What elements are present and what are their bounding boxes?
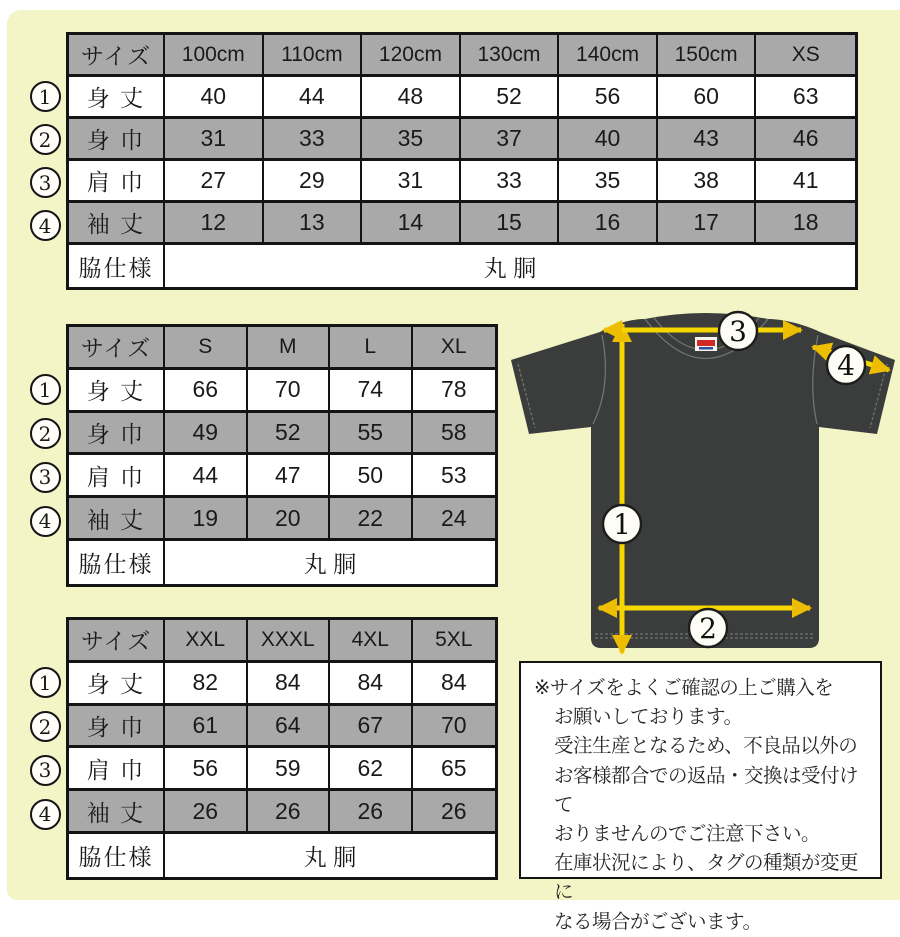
size-column-header: XS — [756, 35, 855, 77]
row-number-badge: 4 — [30, 506, 61, 537]
measurement-badge-length — [603, 505, 641, 543]
note-line: なる場合がございます。 — [554, 910, 762, 933]
size-value-cell: 22 — [330, 498, 413, 541]
size-value-cell: 84 — [413, 663, 496, 706]
size-value-cell: 40 — [165, 77, 264, 119]
size-value-cell: 35 — [559, 161, 658, 203]
note-line: お願いしております。 — [554, 706, 743, 729]
row-number-badge: 3 — [30, 755, 61, 786]
size-value-cell: 33 — [264, 119, 363, 161]
size-value-cell: 18 — [756, 203, 855, 245]
row-number-badge: 1 — [30, 374, 61, 405]
size-header-cell: サイズ — [69, 35, 165, 77]
size-value-cell: 52 — [248, 413, 331, 456]
row-label: 身 巾 — [69, 119, 165, 161]
size-value-cell: 33 — [461, 161, 560, 203]
size-column-header: XXL — [165, 620, 248, 663]
svg-text:4: 4 — [837, 349, 855, 382]
row-number-badges — [24, 324, 66, 587]
size-column-header: 100cm — [165, 35, 264, 77]
row-number-badge: 2 — [30, 124, 61, 155]
size-value-cell: 26 — [248, 791, 331, 834]
note-line: 受注生産となるため、不良品以外の — [554, 735, 858, 758]
size-value-cell: 44 — [264, 77, 363, 119]
size-column-header: L — [330, 327, 413, 370]
measurement-badge-width — [689, 609, 727, 647]
row-number-badge: 4 — [30, 210, 61, 241]
size-column-header: 5XL — [413, 620, 496, 663]
measurement-badge-shoulder — [719, 312, 757, 350]
footer-label: 脇仕様 — [69, 245, 165, 287]
size-value-cell: 12 — [165, 203, 264, 245]
footer-label: 脇仕様 — [69, 541, 165, 584]
size-value-cell: 27 — [165, 161, 264, 203]
size-value-cell: 52 — [461, 77, 560, 119]
size-value-cell: 58 — [413, 413, 496, 456]
size-value-cell: 55 — [330, 413, 413, 456]
size-value-cell: 56 — [165, 748, 248, 791]
svg-text:1: 1 — [613, 508, 631, 541]
size-value-cell: 26 — [413, 791, 496, 834]
row-label: 袖 丈 — [69, 791, 165, 834]
row-number-badge: 1 — [30, 667, 61, 698]
note-line: お客様都合での返品・交換は受付けて — [554, 764, 859, 816]
size-value-cell: 67 — [330, 706, 413, 749]
size-value-cell: 70 — [248, 370, 331, 413]
size-value-cell: 59 — [248, 748, 331, 791]
size-value-cell: 15 — [461, 203, 560, 245]
size-value-cell: 17 — [658, 203, 757, 245]
purchase-note — [519, 661, 882, 933]
size-value-cell: 70 — [413, 706, 496, 749]
row-label: 身 丈 — [69, 663, 165, 706]
neck-tag — [695, 337, 717, 351]
size-value-cell: 31 — [362, 161, 461, 203]
adult-size-table-section — [24, 324, 498, 587]
size-value-cell: 56 — [559, 77, 658, 119]
size-value-cell: 19 — [165, 498, 248, 541]
size-value-cell: 53 — [413, 455, 496, 498]
size-column-header: M — [248, 327, 331, 370]
footer-value: 丸 胴 — [165, 245, 855, 287]
row-number-badge: 4 — [30, 799, 61, 830]
size-value-cell: 29 — [264, 161, 363, 203]
big-size-table — [66, 617, 498, 880]
row-label: 肩 巾 — [69, 748, 165, 791]
row-number-badges — [24, 617, 66, 880]
size-value-cell: 63 — [756, 77, 855, 119]
row-number-badge: 3 — [30, 462, 61, 493]
row-number-badges — [24, 32, 66, 290]
row-number-badge: 1 — [30, 81, 61, 112]
size-value-cell: 78 — [413, 370, 496, 413]
size-value-cell: 84 — [248, 663, 331, 706]
row-label: 袖 丈 — [69, 203, 165, 245]
svg-text:3: 3 — [729, 315, 747, 348]
t-shirt-measurement-diagram — [505, 310, 900, 660]
size-value-cell: 14 — [362, 203, 461, 245]
size-value-cell: 40 — [559, 119, 658, 161]
row-number-badge: 2 — [30, 418, 61, 449]
size-header-cell: サイズ — [69, 327, 165, 370]
note-line: 在庫状況により、タグの種類が変更に — [554, 852, 859, 904]
size-value-cell: 38 — [658, 161, 757, 203]
size-column-header: 4XL — [330, 620, 413, 663]
size-column-header: 150cm — [658, 35, 757, 77]
row-number-badge: 2 — [30, 711, 61, 742]
note-line: おりませんのでご注意下さい。 — [554, 823, 821, 846]
size-column-header: XXXL — [248, 620, 331, 663]
row-label: 肩 巾 — [69, 161, 165, 203]
size-value-cell: 49 — [165, 413, 248, 456]
size-value-cell: 26 — [330, 791, 413, 834]
size-value-cell: 50 — [330, 455, 413, 498]
size-column-header: XL — [413, 327, 496, 370]
size-value-cell: 20 — [248, 498, 331, 541]
row-label: 身 巾 — [69, 706, 165, 749]
size-value-cell: 24 — [413, 498, 496, 541]
row-label: 身 丈 — [69, 77, 165, 119]
size-value-cell: 44 — [165, 455, 248, 498]
size-value-cell: 48 — [362, 77, 461, 119]
size-column-header: 110cm — [264, 35, 363, 77]
footer-value: 丸 胴 — [165, 834, 495, 877]
size-column-header: 130cm — [461, 35, 560, 77]
big-size-table-section — [24, 617, 498, 880]
size-value-cell: 37 — [461, 119, 560, 161]
size-value-cell: 43 — [658, 119, 757, 161]
size-value-cell: 66 — [165, 370, 248, 413]
adult-size-table — [66, 324, 498, 587]
size-value-cell: 31 — [165, 119, 264, 161]
row-label: 袖 丈 — [69, 498, 165, 541]
footer-label: 脇仕様 — [69, 834, 165, 877]
kids-size-table-section — [24, 32, 858, 290]
size-value-cell: 62 — [330, 748, 413, 791]
size-value-cell: 84 — [330, 663, 413, 706]
row-label: 身 丈 — [69, 370, 165, 413]
note-line: ※サイズをよくご確認の上ご購入を — [534, 677, 834, 699]
size-value-cell: 26 — [165, 791, 248, 834]
size-value-cell: 46 — [756, 119, 855, 161]
size-column-header: S — [165, 327, 248, 370]
size-value-cell: 65 — [413, 748, 496, 791]
svg-text:2: 2 — [699, 612, 717, 645]
size-value-cell: 74 — [330, 370, 413, 413]
measurement-badge-sleeve — [827, 346, 865, 384]
size-value-cell: 16 — [559, 203, 658, 245]
row-number-badge: 3 — [30, 167, 61, 198]
row-label: 肩 巾 — [69, 455, 165, 498]
size-value-cell: 61 — [165, 706, 248, 749]
size-value-cell: 47 — [248, 455, 331, 498]
footer-value: 丸 胴 — [165, 541, 495, 584]
size-column-header: 140cm — [559, 35, 658, 77]
size-header-cell: サイズ — [69, 620, 165, 663]
size-value-cell: 64 — [248, 706, 331, 749]
size-value-cell: 13 — [264, 203, 363, 245]
kids-size-table — [66, 32, 858, 290]
row-label: 身 巾 — [69, 413, 165, 456]
size-value-cell: 41 — [756, 161, 855, 203]
size-value-cell: 60 — [658, 77, 757, 119]
size-column-header: 120cm — [362, 35, 461, 77]
size-value-cell: 35 — [362, 119, 461, 161]
size-value-cell: 82 — [165, 663, 248, 706]
